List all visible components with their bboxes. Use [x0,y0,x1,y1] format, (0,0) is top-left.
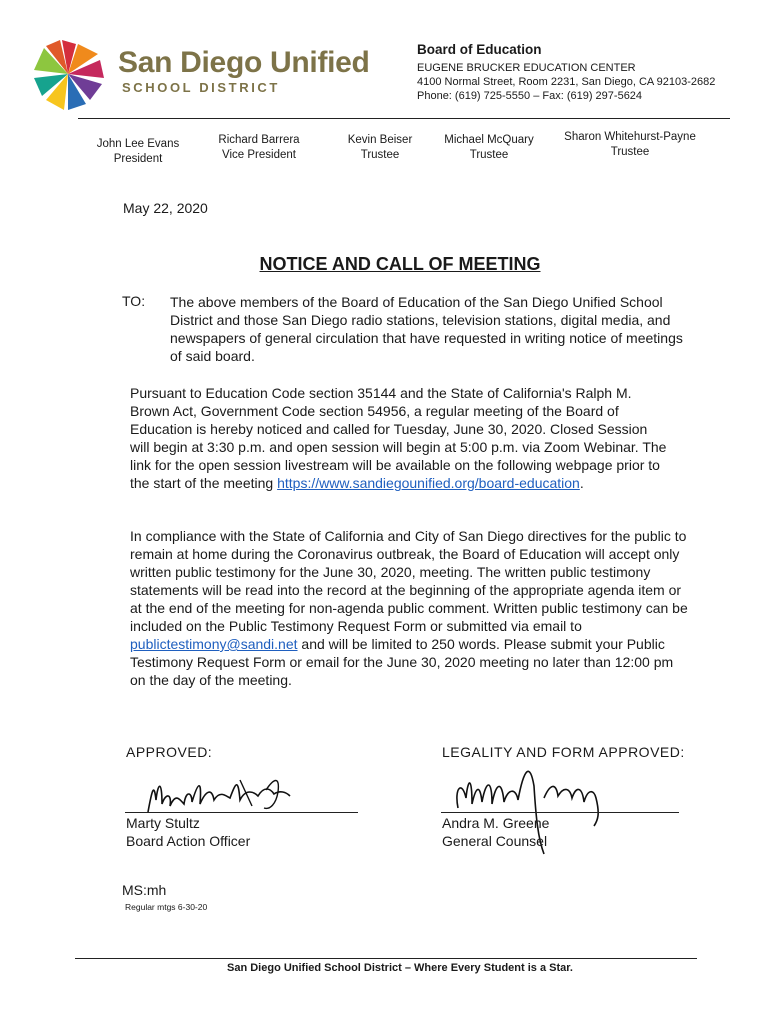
member-role: Trustee [469,149,509,161]
signer-name: Marty Stultz [126,815,200,831]
letterhead-title: Board of Education [417,42,542,57]
signer-name: Andra M. Greene [442,815,550,831]
letterhead-phone: Phone: (619) 725-5550 – Fax: (619) 297-5624 [417,90,643,102]
board-education-link[interactable]: https://www.sandiegounified.org/board-education [277,475,580,491]
member-block [560,130,700,160]
member-name: Richard Barrera [218,134,300,146]
approved-label: APPROVED: [126,744,213,760]
member-name: Michael McQuary [444,134,534,146]
testimony-paragraph [130,527,690,689]
to-label: TO: [122,293,146,309]
member-block [437,133,541,163]
to-text: The above members of the Board of Education of the San Diego Unified School District and those San Diego radio stations, television stations, digital media, and newspapers of general circulation that have requested in writing notice of meetings of said board. [170,294,683,364]
letterhead-address: 4100 Normal Street, Room 2231, San Diego, CA 92103-2682 [417,76,716,88]
member-block [332,133,428,163]
member-block [207,133,311,163]
footer-tagline: San Diego Unified School District – Where Every Student is a Star. [227,962,573,974]
testimony-email-link[interactable]: publictestimony@sandi.net [130,636,298,652]
paragraph-end: and will be limited to 250 words. Please submit your Public Testimony Request Form or email for the June 30, 2020 meeting no later than 12:00 pm on the day of the meeting. [130,636,674,688]
member-name: John Lee Evans [96,138,180,150]
header-rule [78,118,730,119]
signature-line [125,812,358,813]
member-role: Trustee [360,149,400,161]
district-subtitle: SCHOOL DISTRICT [122,80,280,95]
signer-title: Board Action Officer [126,833,251,849]
member-role: President [113,153,163,165]
member-role: Vice President [222,149,296,161]
member-role: Trustee [610,146,650,158]
signature-line [441,812,679,813]
page-title: NOTICE AND CALL OF MEETING [259,254,541,274]
signer-title: General Counsel [442,833,548,849]
document-reference: Regular mtgs 6-30-20 [125,902,208,912]
typist-initials: MS:mh [122,882,167,898]
paragraph-end: . [579,475,584,491]
left-signer [126,814,250,850]
meeting-paragraph [130,384,670,492]
legality-label: LEGALITY AND FORM APPROVED: [442,744,685,760]
paragraph-text: Pursuant to Education Code section 35144 and the State of California's Ralph M. Brown Act, Government Code section 54956, a regular meeting of the Board of Education is hereby noticed and called for Tuesday, June 30, 2020. Closed Session will begin at 3:30 p.m. and open session will begin at 5:00 p.m. via Zoom Webinar. The link for the open session livestream will be available on the following webpage prior to the start of the meeting [130,385,667,491]
footer-rule [75,958,697,959]
member-name: Kevin Beiser [347,134,413,146]
member-name: Sharon Whitehurst-Payne [564,131,696,143]
letter-date: May 22, 2020 [123,200,208,216]
member-block [88,137,188,167]
district-name: San Diego Unified [118,46,370,79]
paragraph-text: In compliance with the State of California and City of San Diego directives for the public to remain at home during the Coronavirus outbreak, the Board of Education will accept only written public testimony for the June 30, 2020, meeting. The written public testimony statements will be read into the record at the beginning of the appropriate agenda item or at the end of the meeting for non-agenda public comment. Written public testimony can be included on the Public Testimony Request Form or submitted via email to [130,528,688,634]
right-signer [442,814,549,850]
letterhead-center: EUGENE BRUCKER EDUCATION CENTER [417,62,636,74]
star-logo-icon [34,40,104,110]
